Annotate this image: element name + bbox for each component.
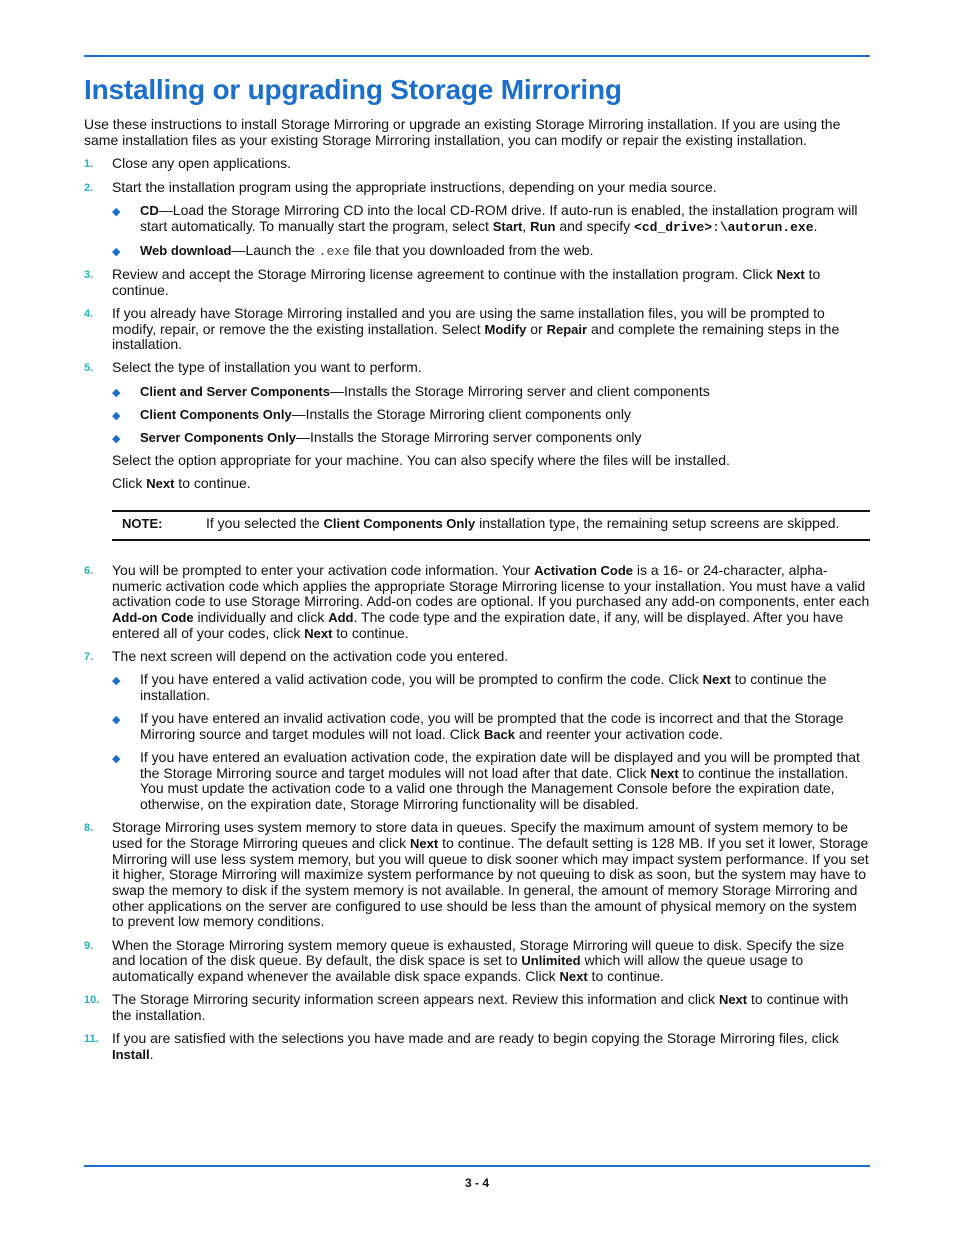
- step-number: 6.: [84, 564, 94, 577]
- step-number: 8.: [84, 822, 94, 835]
- document-body: [84, 117, 870, 1070]
- step-4: 4. If you already have Storage Mirroring installed and you are using the same installation files, you will be prompted to modify, repair, or remove the the existing installation. Select Modify or Repair and complete the remaining steps in the installation.: [84, 304, 840, 353]
- bullet-evaluation-code: ◆ If you have entered an evaluation activation code, the expiration date will be displayed and you will be prompted that the Storage Mirroring source and target modules will not load after that date. Click Next to continue the installation. You must update the activation code to a valid one through the Management Console before the expiration date, otherwise, on the expiration date, Storage Mirroring functionality will be disabled.: [112, 748, 860, 812]
- step-5-followup: Select the option appropriate for your machine. You can also specify where the files will be installed.: [112, 452, 730, 469]
- step-6: 6. You will be prompted to enter your activation code information. Your Activation Code is a 16- or 24-character, alpha-numeric activation code which applies the appropriate Storage Mirroring license to your installation. You must have a valid activation code to use Storage Mirroring. Add-on codes are optional. If you purchased any add-on components, enter each Add-on Code individually and click Add. The code type and the expiration date, if any, will be displayed. After you have entered all of your codes, click Next to continue.: [84, 561, 870, 641]
- bullet-cd: ◆ CD—Load the Storage Mirroring CD into the local CD-ROM drive. If auto-run is enabled, the installation program will start automatically. To manually start the program, select Start, Run and specify <cd_drive>:\autorun.exe.: [112, 201, 858, 235]
- step-number: 1.: [84, 158, 94, 171]
- bullet-invalid-code: ◆ If you have entered an invalid activation code, you will be prompted that the code is incorrect and that the Storage Mirroring source and target modules will not load. Click Back and reenter your activation code.: [112, 709, 844, 742]
- step-5: 5. Select the type of installation you want to perform.: [84, 359, 422, 376]
- diamond-bullet-icon: ◆: [112, 386, 121, 399]
- diamond-bullet-icon: ◆: [112, 675, 121, 688]
- bullet-client-only: ◆ Client Components Only—Installs the Storage Mirroring client components only: [84, 407, 870, 423]
- step-number: 3.: [84, 268, 94, 281]
- step-number: 11.: [84, 1033, 99, 1046]
- diamond-bullet-icon: ◆: [112, 752, 121, 765]
- step-8: 8. Storage Mirroring uses system memory to store data in queues. Specify the maximum amount of system memory to be used for the Storage Mirroring queues and click Next to continue. The default setting is 128 MB. If you set it lower, Storage Mirroring will use less system memory, but you will queue to disk sooner which may impact system performance. If you set it higher, Storage Mirroring will maximize system performance by not queuing to disk as soon, but the system may have to swap the memory to disk if the system memory is not available. In general, the amount of memory Storage Mirroring and other applications on the server are configured to use should be less than the amount of physical memory on the system to prevent low memory conditions.: [84, 819, 869, 930]
- header-rule: [84, 55, 870, 57]
- step-text: Start the installation program using the appropriate instructions, depending on your media source.: [112, 178, 717, 195]
- diamond-bullet-icon: ◆: [112, 433, 121, 446]
- step-1: [84, 156, 870, 172]
- diamond-bullet-icon: ◆: [112, 245, 121, 258]
- bullet-web-download: ◆ Web download—Launch the .exe file that you downloaded from the web.: [112, 241, 594, 259]
- step-11: 11. If you are satisfied with the selections you have made and are ready to begin copying the Storage Mirroring files, click Install.: [84, 1030, 839, 1062]
- step-2: [84, 180, 870, 196]
- step-number: 2.: [84, 181, 94, 194]
- step-number: 10.: [84, 994, 100, 1007]
- bullet-valid-code: ◆ If you have entered a valid activation code, you will be prompted to confirm the code. Click Next to continue the installation.: [112, 671, 827, 703]
- page-title: Installing or upgrading Storage Mirroring: [84, 74, 622, 105]
- diamond-bullet-icon: ◆: [112, 205, 121, 218]
- step-9: 9. When the Storage Mirroring system memory queue is exhausted, Storage Mirroring will queue to disk. Specify the size and location of the disk queue. By default, the disk space is set to Unlimited which will allow the queue usage to automatically expand whenever the available disk space expands. Click Next to continue.: [84, 936, 845, 985]
- step-text: Close any open applications.: [112, 155, 292, 172]
- footer-rule: [84, 1165, 870, 1167]
- bullet-server-only: ◆ Server Components Only—Installs the Storage Mirroring server components only: [84, 430, 870, 446]
- step-number: 7.: [84, 650, 94, 663]
- step-7: 7. The next screen will depend on the activation code you entered.: [84, 647, 509, 664]
- note-label: NOTE:: [122, 516, 163, 532]
- page-number: 3 - 4: [464, 1176, 489, 1190]
- step-number: 5.: [84, 362, 94, 375]
- intro-paragraph: Use these instructions to install Storage Mirroring or upgrade an existing Storage Mirroring installation. If you are using the same installation files as your existing Storage Mirroring installation, you can modify or repair the existing installation.: [84, 116, 841, 148]
- note-box: NOTE: If you selected the Client Components Only installation type, the remaining setup screens are skipped.: [112, 510, 870, 541]
- step-10: 10. The Storage Mirroring security information screen appears next. Review this information and click Next to continue with the installation.: [84, 991, 849, 1023]
- step-5-click-next: Click Next to continue.: [112, 475, 251, 492]
- diamond-bullet-icon: ◆: [112, 713, 121, 726]
- bullet-client-server: ◆ Client and Server Components—Installs the Storage Mirroring server and client components: [84, 384, 870, 400]
- step-number: 4.: [84, 307, 94, 320]
- step-3: 3. Review and accept the Storage Mirroring license agreement to continue with the installation program. Click Next to continue.: [84, 265, 821, 298]
- step-number: 9.: [84, 939, 94, 952]
- diamond-bullet-icon: ◆: [112, 409, 121, 422]
